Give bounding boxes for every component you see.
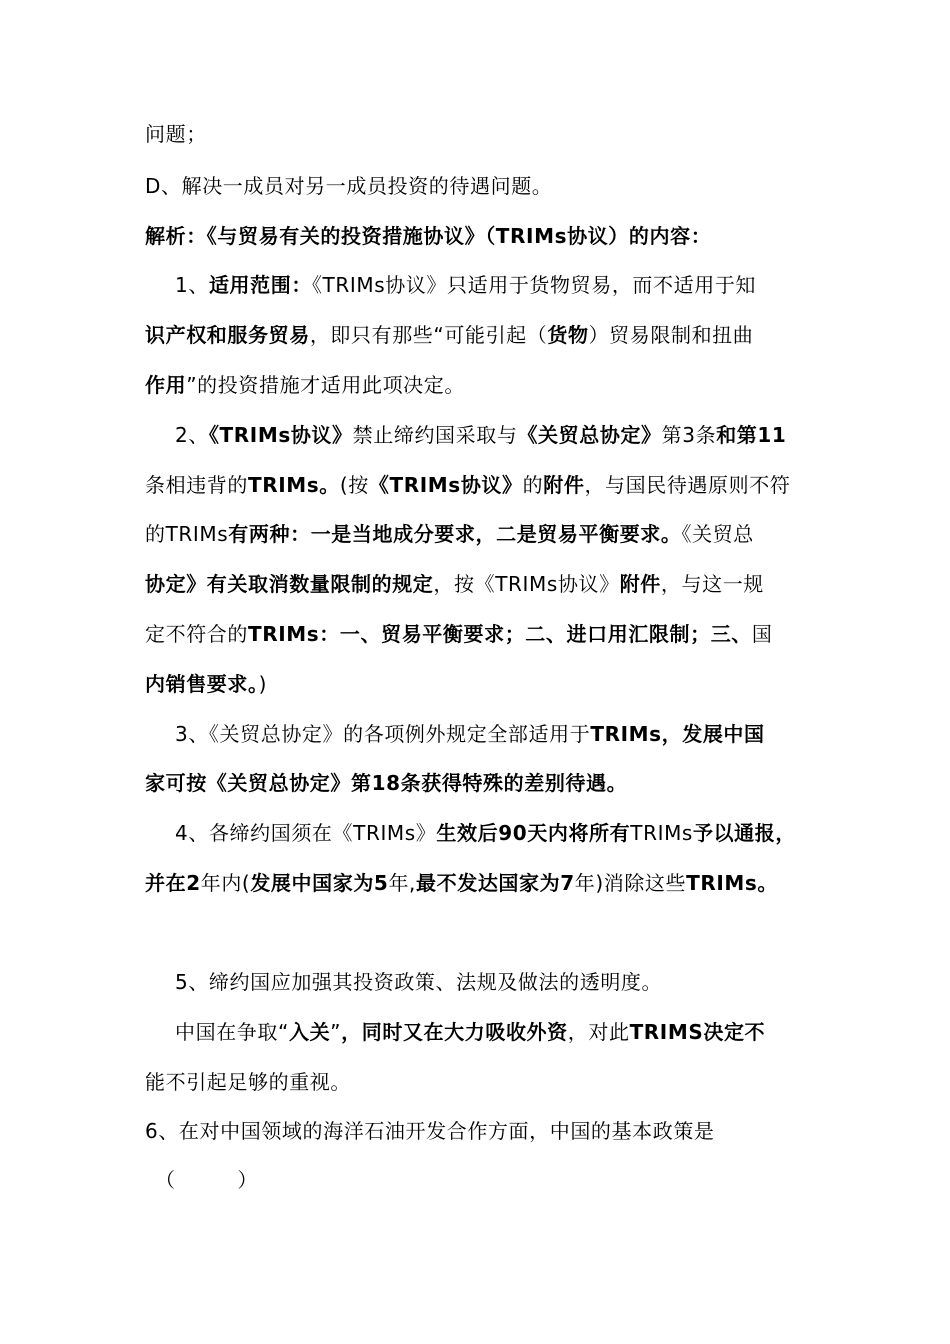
bold-text-run: 最不发达国家为7 (416, 871, 575, 895)
bold-text-run: TRIMS决定不 (629, 1020, 766, 1044)
text-run: ，即只有那些“可能引起（ (309, 323, 548, 347)
text-run: 年, (388, 871, 417, 895)
text-run: 能不引起足够的重视。 (145, 1070, 351, 1094)
bold-text-run: 协定》有关取消数量限制的规定 (145, 572, 434, 596)
bold-text-run: TRIMs。 (248, 473, 340, 497)
text-run: TRIMs (630, 821, 693, 845)
text-line (175, 968, 662, 996)
text-run: ” (330, 1020, 342, 1044)
text-run: 问题； (145, 122, 207, 146)
bold-text-run: ，同时又在大力吸收外资 (341, 1020, 568, 1044)
bold-text-run: 货物 (547, 323, 589, 347)
text-line (145, 670, 267, 698)
text-run: 的 (522, 473, 544, 497)
bold-text-run: TRIMs：一、贸易平衡要求；二、进口用汇限制；三、 (248, 622, 752, 646)
text-line (145, 172, 552, 200)
bold-text-run: TRIMs，发展中国 (590, 722, 765, 746)
text-run: 年内( (200, 871, 251, 895)
text-line (145, 120, 207, 148)
text-run: ”的投资措施才适用此项决定。 (186, 373, 465, 397)
text-run: 《关贸总 (681, 522, 754, 546)
text-line (145, 570, 764, 598)
text-line (145, 620, 773, 648)
bold-text-run: 附件 (543, 473, 585, 497)
text-run: 年)消除这些 (574, 871, 687, 895)
text-run: (按 (339, 473, 369, 497)
text-run: 2、 (175, 423, 209, 447)
text-line (145, 520, 754, 548)
text-run: 条相违背的 (145, 473, 248, 497)
text-run: （ ） (155, 1168, 258, 1192)
text-run: ）贸易限制和扭曲 (588, 323, 754, 347)
text-line (175, 271, 756, 299)
text-run: ，按《TRIMs协议》 (433, 572, 620, 596)
bold-text-run: 有两种：一是当地成分要求，二是贸易平衡要求。 (228, 522, 682, 546)
bold-text-run: 适用范围： (208, 273, 312, 297)
text-run: 《TRIMs协议》只适用于货物贸易，而不适用于知 (311, 273, 757, 297)
bold-text-run: 作用 (145, 373, 187, 397)
text-run: D、解决一成员对另一成员投资的待遇问题。 (145, 174, 553, 198)
text-line (175, 1018, 765, 1046)
text-run: 中国在争取“ (175, 1020, 289, 1044)
text-line (145, 371, 465, 399)
text-run: 禁止缔约国采取与 (352, 423, 518, 447)
bold-text-run: 发展中国家为5 (250, 871, 389, 895)
bold-text-run: 识产权和服务贸易 (145, 323, 310, 347)
bold-text-run: 并在2 (145, 871, 201, 895)
text-run: 6、在对中国领域的海洋石油开发合作方面，中国的基本政策是 (145, 1119, 715, 1143)
text-line (145, 869, 778, 897)
text-run: 国 (751, 622, 773, 646)
text-run: 3、《关贸总协定》的各项例外规定全部适用于 (175, 722, 591, 746)
bold-text-run: 和第11 (716, 423, 787, 447)
bold-text-run: TRIMs。 (686, 871, 779, 895)
text-run: 5、缔约国应加强其投资政策、法规及做法的透明度。 (175, 970, 663, 994)
text-run: 定不符合的 (145, 622, 248, 646)
text-run: 4、各缔约国须在《TRIMs》 (175, 821, 437, 845)
text-run: ) (258, 672, 268, 696)
bold-text-run: 内销售要求。 (145, 672, 259, 696)
text-run: 1、 (175, 273, 209, 297)
text-run: ，对此 (567, 1020, 630, 1044)
text-line (145, 1117, 715, 1145)
bold-text-run: 入关 (288, 1020, 331, 1044)
text-run: ，与国民待遇原则不符 (584, 473, 791, 497)
text-line (145, 321, 753, 349)
bold-text-run: 生效后90天内将所有 (436, 821, 631, 845)
bold-text-run: 《TRIMs协议》 (208, 423, 353, 447)
text-line (145, 769, 627, 797)
bold-text-run: 《关贸总协定》 (517, 423, 662, 447)
text-line (145, 222, 711, 250)
text-line (175, 421, 786, 449)
text-run: 第3条 (661, 423, 717, 447)
bold-text-run: 附件 (619, 572, 661, 596)
text-line (145, 471, 790, 499)
bold-text-run: 解析：《与贸易有关的投资措施协议》（TRIMs协议）的内容： (145, 224, 712, 248)
text-line (155, 1166, 258, 1194)
text-run: 的TRIMs (145, 522, 229, 546)
text-line (145, 1068, 351, 1096)
bold-text-run: 《TRIMs协议》 (368, 473, 523, 497)
bold-text-run: 家可按《关贸总协定》第18条获得特殊的差别待遇。 (145, 771, 628, 795)
text-line (175, 819, 796, 847)
bold-text-run: 予以通报， (692, 821, 796, 845)
text-line (175, 720, 765, 748)
text-run: ，与这一规 (660, 572, 764, 596)
